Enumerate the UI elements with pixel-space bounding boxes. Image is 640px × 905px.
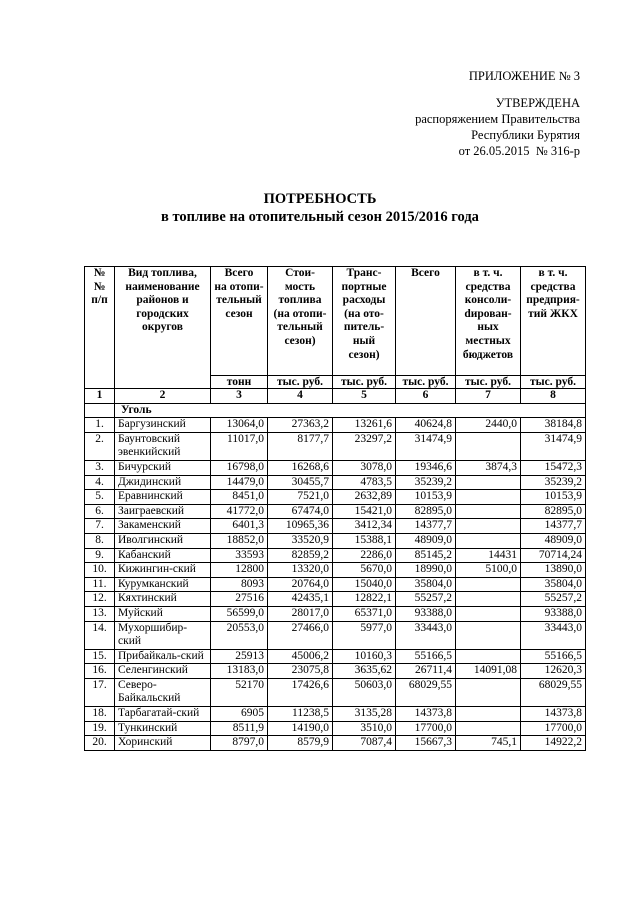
cell-col-total-rub: 14377,7 <box>396 519 456 534</box>
cell-col-local-budgets <box>456 432 521 460</box>
cell-col-number: 1. <box>85 418 115 433</box>
table-row <box>85 678 586 706</box>
unit-col-total-tons: тонн <box>211 376 268 389</box>
cell-col-fuel-district: Селенгинский <box>115 664 211 679</box>
cell-col-local-budgets <box>456 707 521 722</box>
cell-col-fuel-district: Мухоршибир-ский <box>115 621 211 649</box>
cell-col-local-budgets <box>456 490 521 505</box>
cell-col-local-budgets <box>456 649 521 664</box>
cell-col-fuel-cost: 28017,0 <box>268 606 333 621</box>
cell-col-housing-enterprises: 31474,9 <box>521 432 586 460</box>
cell-col-fuel-cost: 10965,36 <box>268 519 333 534</box>
cell-col-transport-costs: 23297,2 <box>333 432 396 460</box>
cell-col-total-tons: 8511,9 <box>211 721 268 736</box>
cell-col-total-tons: 13183,0 <box>211 664 268 679</box>
cell-col-total-tons: 8451,0 <box>211 490 268 505</box>
cell-col-total-tons: 13064,0 <box>211 418 268 433</box>
cell-col-total-tons: 33593 <box>211 548 268 563</box>
table-row <box>85 460 586 475</box>
cell-col-local-budgets <box>456 721 521 736</box>
cell-col-local-budgets <box>456 519 521 534</box>
cell-col-fuel-cost: 30455,7 <box>268 475 333 490</box>
cell-col-housing-enterprises: 12620,3 <box>521 664 586 679</box>
cell-col-housing-enterprises: 68029,55 <box>521 678 586 706</box>
cell-col-fuel-cost: 8177,7 <box>268 432 333 460</box>
cell-col-total-rub: 35239,2 <box>396 475 456 490</box>
cell-col-housing-enterprises: 14377,7 <box>521 519 586 534</box>
cell-col-local-budgets <box>456 504 521 519</box>
unit-col-transport-costs: тыс. руб. <box>333 376 396 389</box>
table-row <box>85 707 586 722</box>
cell-col-number: 12. <box>85 592 115 607</box>
table-row <box>85 736 586 751</box>
cell-col-housing-enterprises: 10153,9 <box>521 490 586 505</box>
cell-col-transport-costs: 7087,4 <box>333 736 396 751</box>
cell-col-total-rub: 82895,0 <box>396 504 456 519</box>
cell-col-total-rub: 35804,0 <box>396 577 456 592</box>
cell-col-housing-enterprises: 70714,24 <box>521 548 586 563</box>
cell-col-total-tons: 6401,3 <box>211 519 268 534</box>
table-row <box>85 563 586 578</box>
cell-col-transport-costs: 3412,34 <box>333 519 396 534</box>
cell-col-number: 6. <box>85 504 115 519</box>
cell-col-fuel-district: Джидинский <box>115 475 211 490</box>
group-label-coal: Уголь <box>115 403 586 418</box>
cell-col-transport-costs: 65371,0 <box>333 606 396 621</box>
cell-col-number: 13. <box>85 606 115 621</box>
cell-col-local-budgets <box>456 577 521 592</box>
cell-col-total-tons: 14479,0 <box>211 475 268 490</box>
header-col-housing-enterprises: в т. ч. средства предприя- тий ЖКХ <box>521 267 586 376</box>
cell-col-number: 8. <box>85 533 115 548</box>
document-subtitle: в топливе на отопительный сезон 2015/2016 года <box>161 209 479 225</box>
cell-col-fuel-cost: 33520,9 <box>268 533 333 548</box>
cell-col-number: 15. <box>85 649 115 664</box>
cell-col-total-tons: 52170 <box>211 678 268 706</box>
cell-col-fuel-cost: 42435,1 <box>268 592 333 607</box>
cell-col-local-budgets <box>456 475 521 490</box>
cell-col-fuel-district: Тарбагатай-ский <box>115 707 211 722</box>
table-row <box>85 664 586 679</box>
table-row <box>85 533 586 548</box>
fuel-needs-table <box>84 266 586 751</box>
colnum-col-fuel-cost: 4 <box>268 389 333 404</box>
colnum-col-local-budgets: 7 <box>456 389 521 404</box>
cell-col-fuel-district: Прибайкаль-ский <box>115 649 211 664</box>
table-row <box>85 577 586 592</box>
cell-col-transport-costs: 5977,0 <box>333 621 396 649</box>
colnum-col-fuel-district: 2 <box>115 389 211 404</box>
cell-col-housing-enterprises: 15472,3 <box>521 460 586 475</box>
cell-col-total-tons: 20553,0 <box>211 621 268 649</box>
cell-col-housing-enterprises: 93388,0 <box>521 606 586 621</box>
cell-col-number: 2. <box>85 432 115 460</box>
cell-col-number: 19. <box>85 721 115 736</box>
cell-col-transport-costs: 3635,62 <box>333 664 396 679</box>
cell-col-total-rub: 40624,8 <box>396 418 456 433</box>
cell-col-fuel-cost: 13320,0 <box>268 563 333 578</box>
cell-col-fuel-cost: 14190,0 <box>268 721 333 736</box>
table-header-row <box>85 267 586 376</box>
cell-col-fuel-district: Баунтовский эвенкийский <box>115 432 211 460</box>
cell-col-total-rub: 17700,0 <box>396 721 456 736</box>
cell-col-number: 11. <box>85 577 115 592</box>
colnum-col-transport-costs: 5 <box>333 389 396 404</box>
cell-col-fuel-cost: 23075,8 <box>268 664 333 679</box>
cell-col-fuel-district: Закаменский <box>115 519 211 534</box>
cell-col-fuel-district: Курумканский <box>115 577 211 592</box>
cell-col-total-rub: 48909,0 <box>396 533 456 548</box>
cell-col-housing-enterprises: 55257,2 <box>521 592 586 607</box>
cell-col-fuel-district: Тункинский <box>115 721 211 736</box>
approved-label: УТВЕРЖДЕНА <box>495 96 580 110</box>
cell-col-number: 9. <box>85 548 115 563</box>
table-row <box>85 649 586 664</box>
cell-col-housing-enterprises: 17700,0 <box>521 721 586 736</box>
cell-col-number: 17. <box>85 678 115 706</box>
cell-col-transport-costs: 3510,0 <box>333 721 396 736</box>
cell-col-total-rub: 10153,9 <box>396 490 456 505</box>
cell-col-total-tons: 25913 <box>211 649 268 664</box>
cell-col-total-tons: 8797,0 <box>211 736 268 751</box>
colnum-col-housing-enterprises: 8 <box>521 389 586 404</box>
cell-col-fuel-district: Баргузинский <box>115 418 211 433</box>
table-row <box>85 490 586 505</box>
unit-col-total-rub: тыс. руб. <box>396 376 456 389</box>
cell-col-fuel-cost: 7521,0 <box>268 490 333 505</box>
cell-col-fuel-district: Заиграевский <box>115 504 211 519</box>
cell-col-fuel-district: Бичурский <box>115 460 211 475</box>
cell-col-total-tons: 6905 <box>211 707 268 722</box>
cell-col-housing-enterprises: 33443,0 <box>521 621 586 649</box>
cell-col-fuel-district: Хоринский <box>115 736 211 751</box>
cell-col-fuel-cost: 82859,2 <box>268 548 333 563</box>
approval-date-number: от 26.05.2015 № 316-р <box>458 144 580 158</box>
table-row <box>85 721 586 736</box>
table-row <box>85 432 586 460</box>
cell-col-fuel-cost: 8579,9 <box>268 736 333 751</box>
cell-col-number: 10. <box>85 563 115 578</box>
cell-col-number: 14. <box>85 621 115 649</box>
cell-col-number: 5. <box>85 490 115 505</box>
cell-col-fuel-cost: 17426,6 <box>268 678 333 706</box>
header-col-fuel-cost: Стои- мость топлива (на отопи- тельный сезон) <box>268 267 333 376</box>
cell-col-transport-costs: 4783,5 <box>333 475 396 490</box>
cell-col-fuel-cost: 27363,2 <box>268 418 333 433</box>
cell-col-transport-costs: 3135,28 <box>333 707 396 722</box>
cell-col-housing-enterprises: 14373,8 <box>521 707 586 722</box>
cell-col-transport-costs: 3078,0 <box>333 460 396 475</box>
cell-col-total-rub: 26711,4 <box>396 664 456 679</box>
cell-col-housing-enterprises: 35239,2 <box>521 475 586 490</box>
cell-col-total-tons: 8093 <box>211 577 268 592</box>
cell-col-total-rub: 55166,5 <box>396 649 456 664</box>
cell-col-transport-costs: 2632,89 <box>333 490 396 505</box>
group-cell-empty <box>85 403 115 418</box>
cell-col-local-budgets: 14091,08 <box>456 664 521 679</box>
colnum-col-number: 1 <box>85 389 115 404</box>
cell-col-total-rub: 93388,0 <box>396 606 456 621</box>
table-row <box>85 418 586 433</box>
cell-col-local-budgets <box>456 592 521 607</box>
cell-col-number: 7. <box>85 519 115 534</box>
header-col-fuel-district: Вид топлива, наименование районов и городских округов <box>115 267 211 389</box>
cell-col-transport-costs: 12822,1 <box>333 592 396 607</box>
cell-col-number: 4. <box>85 475 115 490</box>
cell-col-number: 16. <box>85 664 115 679</box>
cell-col-total-rub: 55257,2 <box>396 592 456 607</box>
column-numbers-row <box>85 389 586 404</box>
cell-col-fuel-district: Еравнинский <box>115 490 211 505</box>
cell-col-total-rub: 18990,0 <box>396 563 456 578</box>
table-row <box>85 504 586 519</box>
header-col-local-budgets: в т. ч. средства консоли- dирован- ных местных бюджетов <box>456 267 521 376</box>
cell-col-number: 20. <box>85 736 115 751</box>
cell-col-housing-enterprises: 48909,0 <box>521 533 586 548</box>
cell-col-housing-enterprises: 38184,8 <box>521 418 586 433</box>
cell-col-local-budgets <box>456 533 521 548</box>
cell-col-housing-enterprises: 55166,5 <box>521 649 586 664</box>
cell-col-total-tons: 41772,0 <box>211 504 268 519</box>
cell-col-fuel-district: Кабанский <box>115 548 211 563</box>
cell-col-local-budgets: 14431 <box>456 548 521 563</box>
cell-col-transport-costs: 5670,0 <box>333 563 396 578</box>
cell-col-housing-enterprises: 35804,0 <box>521 577 586 592</box>
approved-by-line-1: распоряжением Правительства <box>415 112 580 126</box>
appendix-label: ПРИЛОЖЕНИЕ № 3 <box>468 69 580 83</box>
unit-col-local-budgets: тыс. руб. <box>456 376 521 389</box>
cell-col-total-rub: 31474,9 <box>396 432 456 460</box>
table-row <box>85 592 586 607</box>
approval-block <box>415 95 580 159</box>
cell-col-local-budgets: 5100,0 <box>456 563 521 578</box>
table-row <box>85 606 586 621</box>
cell-col-local-budgets: 2440,0 <box>456 418 521 433</box>
cell-col-fuel-district: Муйский <box>115 606 211 621</box>
document-title: ПОТРЕБНОСТЬ <box>263 191 377 207</box>
cell-col-fuel-district: Кяхтинский <box>115 592 211 607</box>
header-col-total-rub: Всего <box>396 267 456 376</box>
cell-col-number: 18. <box>85 707 115 722</box>
cell-col-total-tons: 18852,0 <box>211 533 268 548</box>
cell-col-total-rub: 33443,0 <box>396 621 456 649</box>
cell-col-total-tons: 12800 <box>211 563 268 578</box>
cell-col-total-tons: 27516 <box>211 592 268 607</box>
cell-col-total-rub: 19346,6 <box>396 460 456 475</box>
cell-col-total-tons: 56599,0 <box>211 606 268 621</box>
cell-col-fuel-cost: 20764,0 <box>268 577 333 592</box>
cell-col-total-rub: 85145,2 <box>396 548 456 563</box>
cell-col-fuel-cost: 16268,6 <box>268 460 333 475</box>
header-col-total-tons: Всего на отопи- тельный сезон <box>211 267 268 376</box>
table-row <box>85 548 586 563</box>
cell-col-fuel-district: Кижингин-ский <box>115 563 211 578</box>
cell-col-fuel-cost: 45006,2 <box>268 649 333 664</box>
cell-col-fuel-cost: 27466,0 <box>268 621 333 649</box>
header-col-transport-costs: Транс- портные расходы (на ото- питель- ный сезон) <box>333 267 396 376</box>
cell-col-total-tons: 16798,0 <box>211 460 268 475</box>
cell-col-total-rub: 14373,8 <box>396 707 456 722</box>
table-row <box>85 519 586 534</box>
cell-col-transport-costs: 15388,1 <box>333 533 396 548</box>
table-row <box>85 475 586 490</box>
unit-col-fuel-cost: тыс. руб. <box>268 376 333 389</box>
cell-col-fuel-cost: 67474,0 <box>268 504 333 519</box>
unit-col-housing-enterprises: тыс. руб. <box>521 376 586 389</box>
cell-col-local-budgets <box>456 621 521 649</box>
cell-col-total-tons: 11017,0 <box>211 432 268 460</box>
cell-col-transport-costs: 13261,6 <box>333 418 396 433</box>
cell-col-local-budgets: 3874,3 <box>456 460 521 475</box>
cell-col-housing-enterprises: 82895,0 <box>521 504 586 519</box>
cell-col-fuel-cost: 11238,5 <box>268 707 333 722</box>
cell-col-transport-costs: 2286,0 <box>333 548 396 563</box>
approved-by-line-2: Республики Бурятия <box>471 128 580 142</box>
group-row <box>85 403 586 418</box>
cell-col-total-rub: 68029,55 <box>396 678 456 706</box>
cell-col-transport-costs: 15040,0 <box>333 577 396 592</box>
cell-col-local-budgets <box>456 606 521 621</box>
header-col-number: №№ п/п <box>85 267 115 389</box>
cell-col-local-budgets <box>456 678 521 706</box>
cell-col-fuel-district: Иволгинский <box>115 533 211 548</box>
colnum-col-total-tons: 3 <box>211 389 268 404</box>
cell-col-transport-costs: 15421,0 <box>333 504 396 519</box>
cell-col-local-budgets: 745,1 <box>456 736 521 751</box>
cell-col-total-rub: 15667,3 <box>396 736 456 751</box>
cell-col-fuel-district: Северо-Байкальский <box>115 678 211 706</box>
cell-col-housing-enterprises: 13890,0 <box>521 563 586 578</box>
table-row <box>85 621 586 649</box>
cell-col-transport-costs: 10160,3 <box>333 649 396 664</box>
cell-col-transport-costs: 50603,0 <box>333 678 396 706</box>
cell-col-housing-enterprises: 14922,2 <box>521 736 586 751</box>
colnum-col-total-rub: 6 <box>396 389 456 404</box>
cell-col-number: 3. <box>85 460 115 475</box>
